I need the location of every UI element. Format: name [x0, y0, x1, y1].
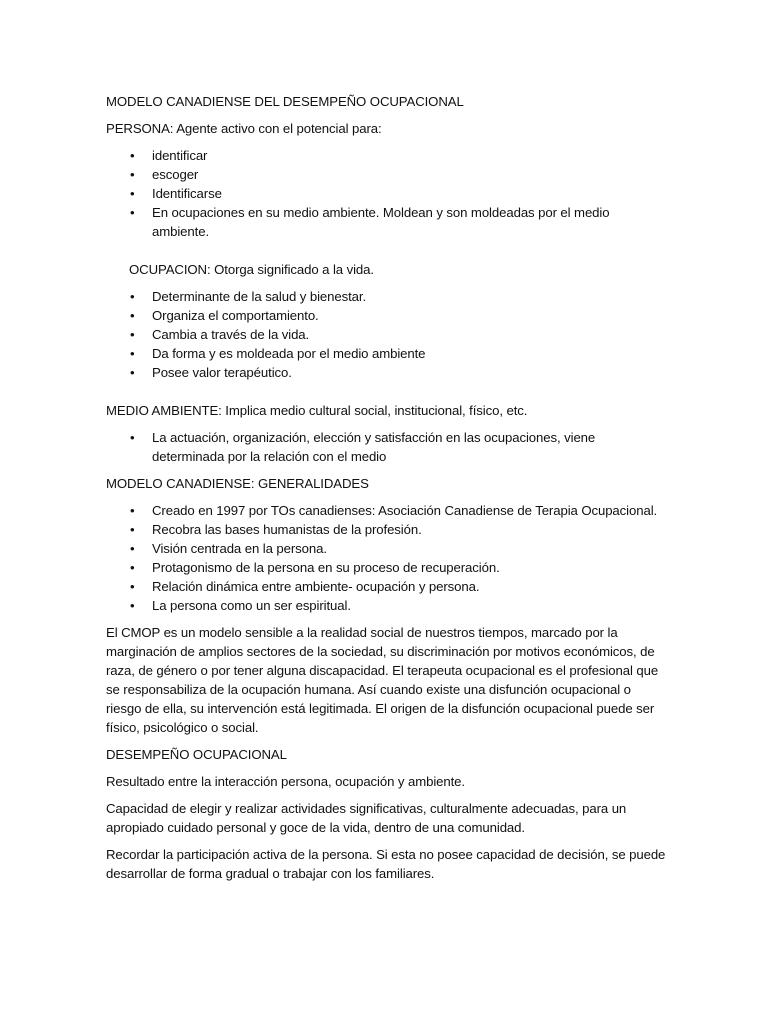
ocupacion-list: [106, 287, 666, 382]
list-item-text: La persona como un ser espiritual.: [152, 598, 351, 613]
generalidades-heading: MODELO CANADIENSE: GENERALIDADES: [106, 476, 369, 491]
list-item: [106, 520, 666, 539]
bullet-icon: •: [130, 346, 135, 361]
bullet-icon: •: [130, 503, 135, 518]
document-title: MODELO CANADIENSE DEL DESEMPEÑO OCUPACIONAL: [106, 94, 464, 109]
bullet-icon: •: [130, 148, 135, 163]
list-item: [106, 428, 666, 466]
list-item-text: Posee valor terapéutico.: [152, 365, 292, 380]
medio-ambiente-list: [106, 428, 666, 466]
list-item: [106, 344, 666, 363]
list-item-text: Identificarse: [152, 186, 222, 201]
list-item-text: escoger: [152, 167, 199, 182]
list-item: [106, 287, 666, 306]
generalidades-list: [106, 501, 666, 615]
list-item-text: Creado en 1997 por TOs canadienses: Asociación Canadiense de Terapia Ocupacional.: [152, 503, 658, 518]
bullet-icon: •: [130, 167, 135, 182]
list-item: [106, 184, 666, 203]
list-item: [106, 325, 666, 344]
bullet-icon: •: [130, 186, 135, 201]
desempeno-paragraph-3: Recordar la participación activa de la persona. Si esta no posee capacidad de decisión, se puede desarrollar de forma gradual o trabajar con los familiares.: [106, 847, 666, 881]
list-item-text: La actuación, organización, elección y satisfacción en las ocupaciones, viene determinada por la relación con el medio: [152, 430, 596, 464]
desempeno-heading: DESEMPEÑO OCUPACIONAL: [106, 747, 287, 762]
list-item: [106, 363, 666, 382]
persona-heading: PERSONA: Agente activo con el potencial para:: [106, 121, 382, 136]
list-item-text: Organiza el comportamiento.: [152, 308, 319, 323]
list-item-text: identificar: [152, 148, 208, 163]
ocupacion-heading: OCUPACION: Otorga significado a la vida.: [129, 262, 374, 277]
list-item-text: Cambia a través de la vida.: [152, 327, 310, 342]
bullet-icon: •: [130, 579, 135, 594]
list-item-text: Da forma y es moldeada por el medio ambiente: [152, 346, 426, 361]
list-item-text: Recobra las bases humanistas de la profesión.: [152, 522, 422, 537]
desempeno-paragraph-1: Resultado entre la interacción persona, ocupación y ambiente.: [106, 774, 465, 789]
list-item: [106, 306, 666, 325]
medio-ambiente-heading: MEDIO AMBIENTE: Implica medio cultural social, institucional, físico, etc.: [106, 403, 528, 418]
bullet-icon: •: [130, 205, 135, 220]
bullet-icon: •: [130, 327, 135, 342]
list-item: [106, 203, 666, 241]
bullet-icon: •: [130, 289, 135, 304]
list-item: [106, 539, 666, 558]
list-item-text: Determinante de la salud y bienestar.: [152, 289, 367, 304]
list-item: [106, 146, 666, 165]
bullet-icon: •: [130, 308, 135, 323]
list-item-text: Visión centrada en la persona.: [152, 541, 327, 556]
list-item: [106, 577, 666, 596]
document-body: [106, 92, 666, 891]
desempeno-paragraph-2: Capacidad de elegir y realizar actividades significativas, culturalmente adecuadas, para un apropiado cuidado personal y goce de la vida, dentro de una comunidad.: [106, 801, 627, 835]
bullet-icon: •: [130, 430, 135, 445]
bullet-icon: •: [130, 522, 135, 537]
bullet-icon: •: [130, 365, 135, 380]
list-item-text: Protagonismo de la persona en su proceso de recuperación.: [152, 560, 500, 575]
list-item: [106, 596, 666, 615]
list-item-text: En ocupaciones en su medio ambiente. Moldean y son moldeadas por el medio ambiente.: [152, 205, 610, 239]
bullet-icon: •: [130, 560, 135, 575]
list-item: [106, 558, 666, 577]
list-item-text: Relación dinámica entre ambiente- ocupación y persona.: [152, 579, 480, 594]
bullet-icon: •: [130, 598, 135, 613]
persona-list: [106, 146, 666, 241]
cmop-paragraph: El CMOP es un modelo sensible a la realidad social de nuestros tiempos, marcado por la marginación de amplios sectores de la sociedad, su discriminación por motivos económicos, de raza, de género o por tener alguna discapacidad. El terapeuta ocupacional es el profesional que se responsabiliza de la ocupación humana. Así cuando existe una disfunción ocupacional o riesgo de ella, su intervención está legitimada. El origen de la disfunción ocupacional puede ser físico, psicológico o social.: [106, 625, 659, 735]
list-item: [106, 165, 666, 184]
list-item: [106, 501, 666, 520]
bullet-icon: •: [130, 541, 135, 556]
